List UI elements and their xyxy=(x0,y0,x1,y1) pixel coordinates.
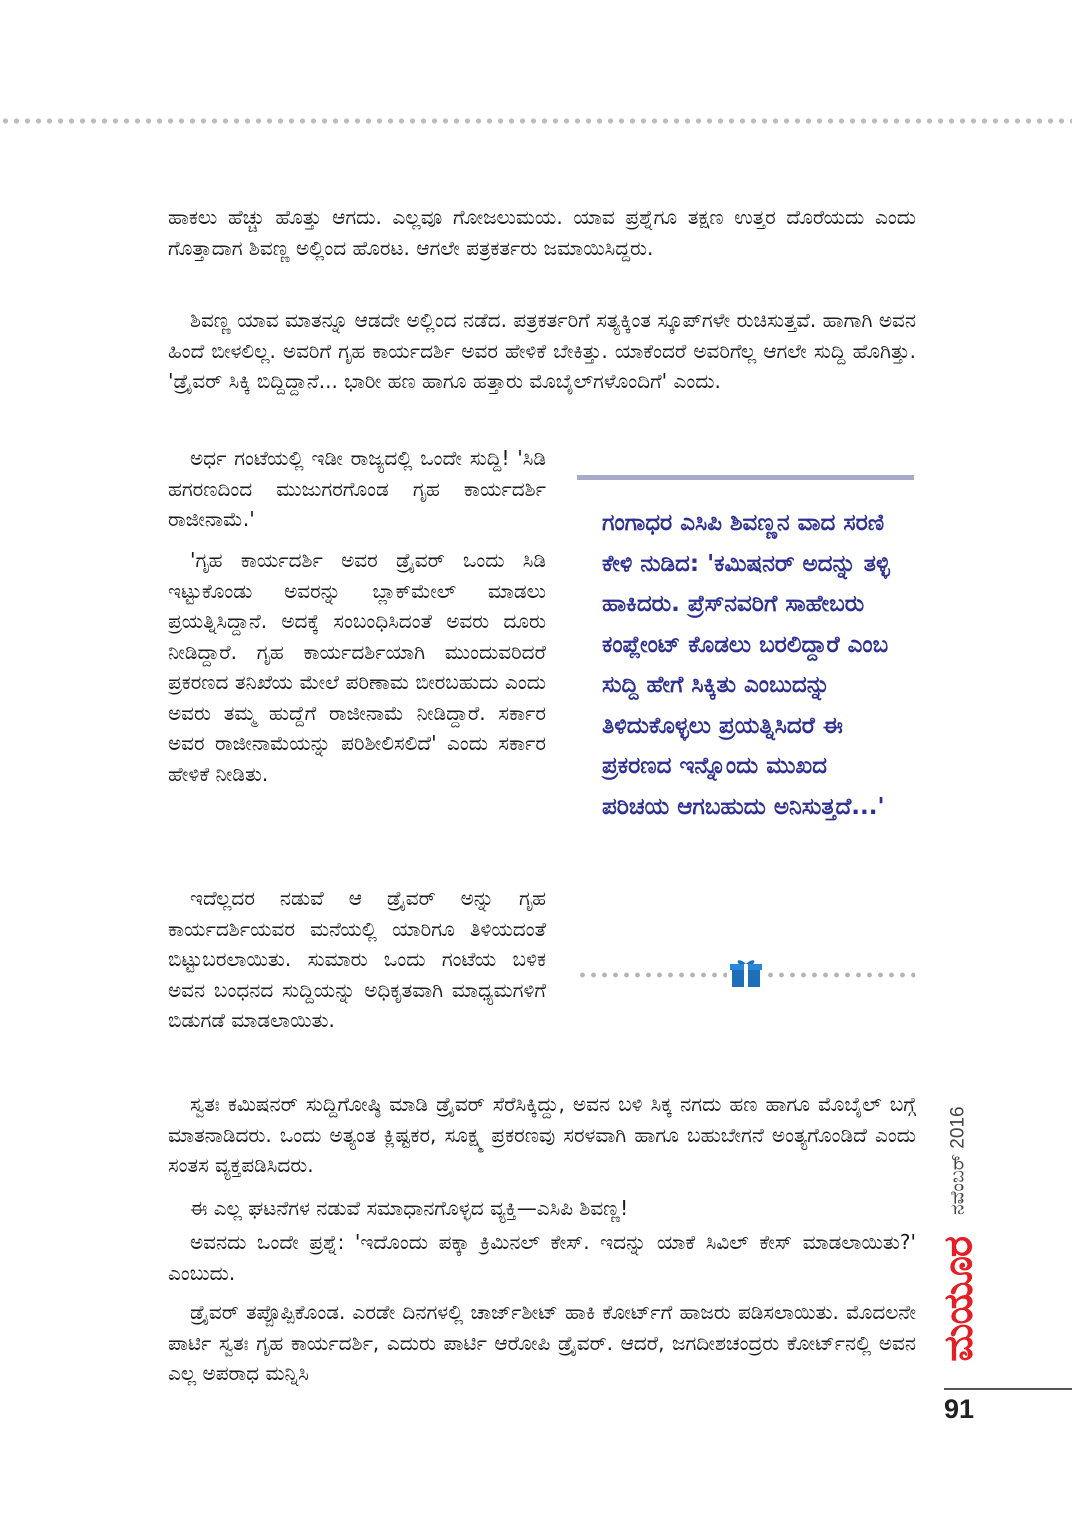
issue-date: ನವೆಂಬರ್ 2016 xyxy=(947,1106,968,1215)
paragraph-1: ಹಾಕಲು ಹೆಚ್ಚು ಹೊತ್ತು ಆಗದು. ಎಲ್ಲವೂ ಗೋಜಲುಮಯ. ಯಾವ ಪ್ರಶ್ನೆಗೂ ತಕ್ಷಣ ಉತ್ತರ ದೊರೆಯದು ಎಂದು ಗೊತ್ತಾದಾಗ ಶಿವಣ್ಣ ಅಲ್ಲಿಂದ ಹೊರಟ. ಆಗಲೇ ಪತ್ರಕರ್ತರು ಜಮಾಯಿಸಿದ್ದರು. xyxy=(168,205,916,260)
paragraph-2: ಶಿವಣ್ಣ ಯಾವ ಮಾತನ್ನೂ ಆಡದೇ ಅಲ್ಲಿಂದ ನಡೆದ. ಪತ್ರಕರ್ತರಿಗೆ ಸತ್ಯಕ್ಕಿಂತ ಸ್ಕೂಪ್‌ಗಳೇ ರುಚಿಸುತ್ತವೆ. ಹಾಗಾಗಿ ಅವನ ಹಿಂದೆ ಬೀಳಲಿಲ್ಲ. ಅವರಿಗೆ ಗೃಹ ಕಾರ್ಯದರ್ಶಿ ಅವರ ಹೇಳಿಕೆ ಬೇಕಿತ್ತು. ಯಾಕೆಂದರೆ ಅವರಿಗೆಲ್ಲ ಆಗಲೇ ಸುದ್ದಿ ಹೊಗಿತ್ತು. 'ಡ್ರೈವರ್ ಸಿಕ್ಕಿ ಬಿದ್ದಿದ್ದಾನೆ... ಭಾರೀ ಹಣ ಹಾಗೂ ಹತ್ತಾರು ಮೊಬೈಲ್‌ಗಳೊಂದಿಗೆ' ಎಂದು. xyxy=(168,308,916,393)
pull-quote-top-rule xyxy=(577,475,914,480)
page-number: 91 xyxy=(944,1394,975,1424)
paragraph-6: ಸ್ವತಃ ಕಮಿಷನರ್ ಸುದ್ದಿಗೋಷ್ಠಿ ಮಾಡಿ ಡ್ರೈವರ್ ಸೆರೆಸಿಕ್ಕಿದ್ದು, ಅವನ ಬಳಿ ಸಿಕ್ಕ ನಗದು ಹಣ ಹಾಗೂ ಮೊಬೈಲ್ ಬಗ್ಗೆ ಮಾತನಾಡಿದರು. ಒಂದು ಅತ್ಯಂತ ಕ್ಲಿಷ್ಟಕರ, ಸೂಕ್ಷ್ಮ ಪ್ರಕರಣವು ಸರಳವಾಗಿ ಹಾಗೂ ಬಹುಬೇಗನೆ ಅಂತ್ಯಗೊಂಡಿದೆ ಎಂದು ಸಂತಸ ವ್ಯಕ್ತಪಡಿಸಿದರು. xyxy=(168,1092,916,1177)
paragraph-9: ಡ್ರೈವರ್ ತಪ್ಪೊಪ್ಪಿಕೊಂಡ. ಎರಡೇ ದಿನಗಳಲ್ಲಿ ಚಾರ್ಜ್‌ಶೀಟ್ ಹಾಕಿ ಕೋರ್ಟ್‌ಗೆ ಹಾಜರು ಪಡಿಸಲಾಯಿತು. ಮೊದಲನೇ ಪಾರ್ಟಿ ಸ್ವತಃ ಗೃಹ ಕಾರ್ಯದರ್ಶಿ, ಎದುರು ಪಾರ್ಟಿ ಆರೋಪಿ ಡ್ರೈವರ್. ಆದರೆ, ಜಗದೀಶಚಂದ್ರರು ಕೋರ್ಟ್‌ನಲ್ಲಿ ಅವನ ಎಲ್ಲ ಅಪರಾಧ ಮನ್ನಿಸಿ xyxy=(168,1300,916,1385)
pull-quote: ಗಂಗಾಧರ ಎಸಿಪಿ ಶಿವಣ್ಣನ ವಾದ ಸರಣಿ ಕೇಳಿ ನುಡಿದ: 'ಕಮಿಷನರ್ ಅದನ್ನು ತಳ್ಳಿ ಹಾಕಿದರು. ಪ್ರೆಸ್‌ನವರಿಗೆ ಸಾಹೇಬರು ಕಂಪ್ಲೇಂಟ್ ಕೊಡಲು ಬರಲಿದ್ದಾರೆ ಎಂಬ ಸುದ್ದಿ ಹೇಗೆ ಸಿಕ್ಕಿತು ಎಂಬುದನ್ನು ತಿಳಿದುಕೊಳ್ಳಲು ಪ್ರಯತ್ನಿಸಿದರೆ ಈ ಪ್ರಕರಣದ ಇನ್ನೊಂದು ಮುಖದ ಪರಿಚಯ ಆಗಬಹುದು ಅನಿಸುತ್ತದೆ...' xyxy=(602,510,890,820)
pull-quote-bottom-dots-left xyxy=(577,970,727,980)
paragraph-5: ಇದೆಲ್ಲದರ ನಡುವೆ ಆ ಡ್ರೈವರ್ ಅನ್ನು ಗೃಹ ಕಾರ್ಯದರ್ಶಿಯವರ ಮನೆಯಲ್ಲಿ ಯಾರಿಗೂ ತಿಳಿಯದಂತೆ ಬಿಟ್ಟುಬರಲಾಯಿತು. ಸುಮಾರು ಒಂದು ಗಂಟೆಯ ಬಳಿಕ ಅವನ ಬಂಧನದ ಸುದ್ದಿಯನ್ನು ಅಧಿಕೃತವಾಗಿ ಮಾಧ್ಯಮಗಳಿಗೆ ಬಿಡುಗಡೆ ಮಾಡಲಾಯಿತು. xyxy=(168,886,546,1032)
paragraph-8: ಅವನದು ಒಂದೇ ಪ್ರಶ್ನೆ: 'ಇದೊಂದು ಪಕ್ಕಾ ಕ್ರಿಮಿನಲ್ ಕೇಸ್. ಇದನ್ನು ಯಾಕೆ ಸಿವಿಲ್ ಕೇಸ್ ಮಾಡಲಾಯಿತು?' ಎಂಬುದು. xyxy=(168,1230,916,1285)
paragraph-7: ಈ ಎಲ್ಲ ಘಟನೆಗಳ ನಡುವೆ ಸಮಾಧಾನಗೊಳ್ಳದ ವ್ಯಕ್ತಿ—ಎಸಿಪಿ ಶಿವಣ್ಣ! xyxy=(190,1196,629,1220)
page-number-rule xyxy=(944,1388,1072,1390)
paragraph-4: 'ಗೃಹ ಕಾರ್ಯದರ್ಶಿ ಅವರ ಡ್ರೈವರ್ ಒಂದು ಸಿಡಿ ಇಟ್ಟುಕೊಂಡು ಅವರನ್ನು ಬ್ಲಾಕ್‌ಮೇಲ್ ಮಾಡಲು ಪ್ರಯತ್ನಿಸಿದ್ದಾನೆ. ಅದಕ್ಕೆ ಸಂಬಂಧಿಸಿದಂತೆ ಅವರು ದೂರು ನೀಡಿದ್ದಾರೆ. ಗೃಹ ಕಾರ್ಯದರ್ಶಿಯಾಗಿ ಮುಂದುವರಿದರೆ ಪ್ರಕರಣದ ತನಿಖೆಯ ಮೇಲೆ ಪರಿಣಾಮ ಬೀರಬಹುದು ಎಂದು ಅವರು ತಮ್ಮ ಹುದ್ದೆಗೆ ರಾಜೀನಾಮೆ ನೀಡಿದ್ದಾರೆ. ಸರ್ಕಾರ ಅವರ ರಾಜೀನಾಮೆಯನ್ನು ಪರಿಶೀಲಿಸಲಿದೆ' ಎಂದು ಸರ್ಕಾರ ಹೇಳಿಕೆ ನೀಡಿತು. xyxy=(168,548,546,786)
magazine-name: ಮಯೂರ xyxy=(934,1237,982,1362)
top-dotted-border xyxy=(0,116,1072,126)
gift-icon xyxy=(730,958,762,988)
magazine-side-tab xyxy=(928,1098,988,1370)
paragraph-3: ಅರ್ಧ ಗಂಟೆಯಲ್ಲಿ ಇಡೀ ರಾಜ್ಯದಲ್ಲಿ ಒಂದೇ ಸುದ್ದಿ! 'ಸಿಡಿ ಹಗರಣದಿಂದ ಮುಜುಗರಗೊಂಡ ಗೃಹ ಕಾರ್ಯದರ್ಶಿ ರಾಜೀನಾಮೆ.' xyxy=(168,446,546,531)
pull-quote-bottom-dots-right xyxy=(765,970,915,980)
